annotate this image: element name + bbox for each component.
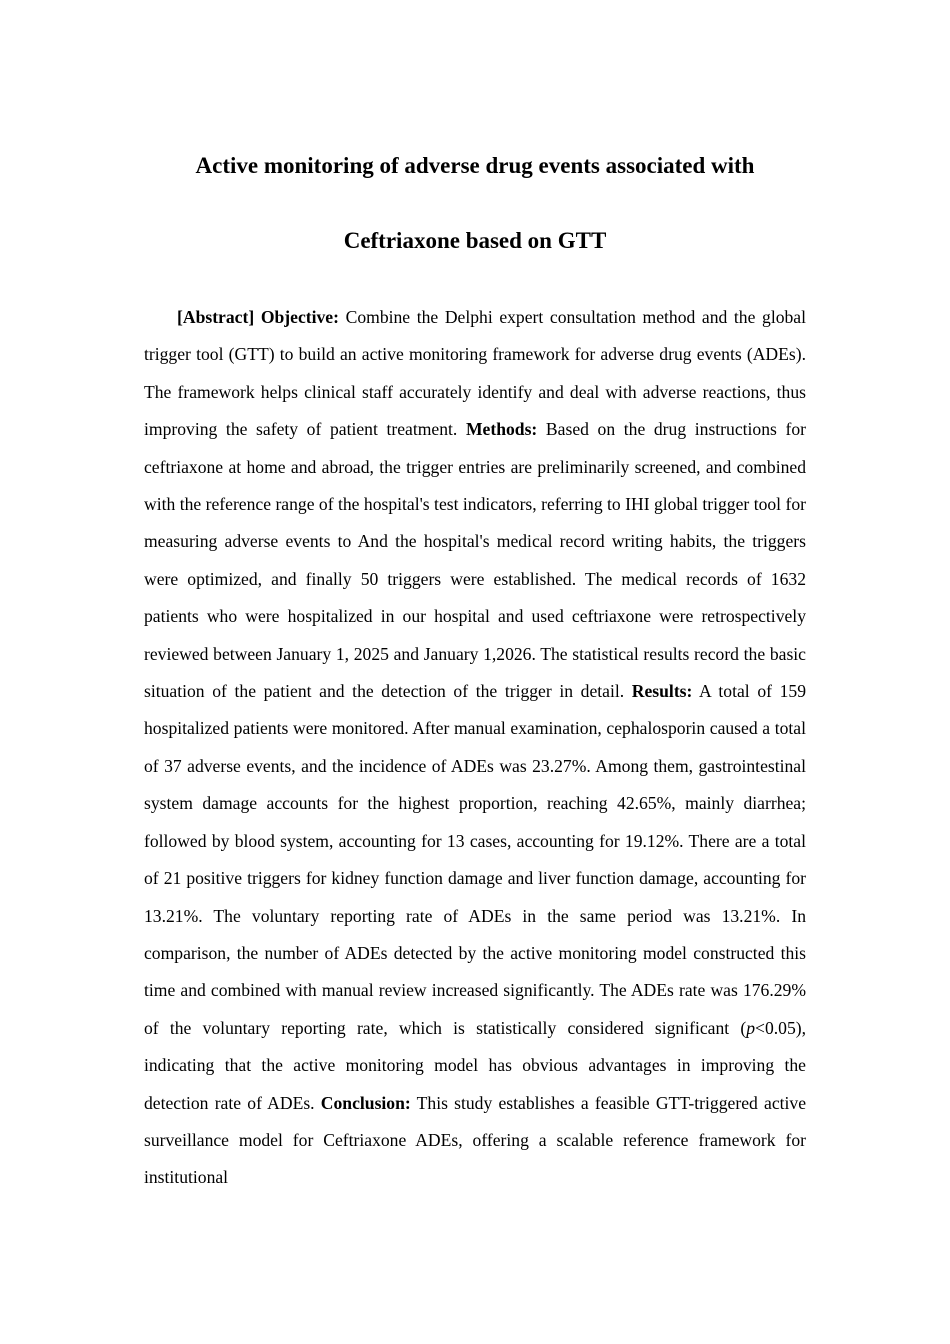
objective-text: Combine the Delphi expert consultation method and the global trigger tool (GTT) to build an active monitoring framework for adverse drug events (ADEs). The framework helps clinical staff accurately identify and deal with adverse reactions, thus improving the safety of patient treatment. xyxy=(144,307,807,440)
methods-text: Based on the drug instructions for ceftriaxone at home and abroad, the trigger entries are preliminarily screened, and combined with the reference range of the hospital's test indicators, referring to IHI global trigger tool for measuring adverse events to And the hospital's medical record writing habits, the triggers were optimized, and finally 50 triggers were established. The medical records of 1632 patients who were hospitalized in our hospital and used ceftriaxone were retrospectively reviewed between January 1, 2025 and January 1,2026. The statistical results record the basic situation of the patient and the detection of the trigger in detail. xyxy=(144,419,807,702)
abstract-paragraph xyxy=(144,299,806,1197)
abstract-tag: [Abstract] xyxy=(177,307,255,327)
results-text-part-2: <0.05), indicating that the active monitoring model has obvious advantages in improving the detection rate of ADEs. xyxy=(144,1017,806,1113)
p-value-symbol: p xyxy=(746,1017,756,1038)
paper-title-line-2: Ceftriaxone based on GTT xyxy=(343,228,607,253)
conclusion-text: This study establishes a feasible GTT-triggered active surveillance model for Ceftriaxone ADEs, offering a scalable reference framework for institutional xyxy=(144,1092,807,1188)
objective-label: Objective: xyxy=(260,307,339,327)
methods-label: Methods: xyxy=(465,419,538,440)
conclusion-label: Conclusion: xyxy=(320,1092,411,1113)
results-text-part-1: A total of 159 hospitalized patients were monitored. After manual examination, cephalosporin caused a total of 37 adverse events, and the incidence of ADEs was 23.27%. Among them, gastrointestinal system damage accounts for the highest proportion, reaching 42.65%, mainly diarrhea; followed by blood system, accounting for 13 cases, accounting for 19.12%. There are a total of 21 positive triggers for kidney function damage and liver function damage, accounting for 13.21%. The voluntary reporting rate of ADEs in the same period was 13.21%. In comparison, the number of ADEs detected by the active monitoring model constructed this time and combined with manual review increased significantly. The ADEs rate was 176.29% of the voluntary reporting rate, which is statistically considered significant ( xyxy=(144,681,806,1038)
paper-title-line-1: Active monitoring of adverse drug events associated with xyxy=(195,153,755,178)
results-label: Results: xyxy=(631,681,693,702)
